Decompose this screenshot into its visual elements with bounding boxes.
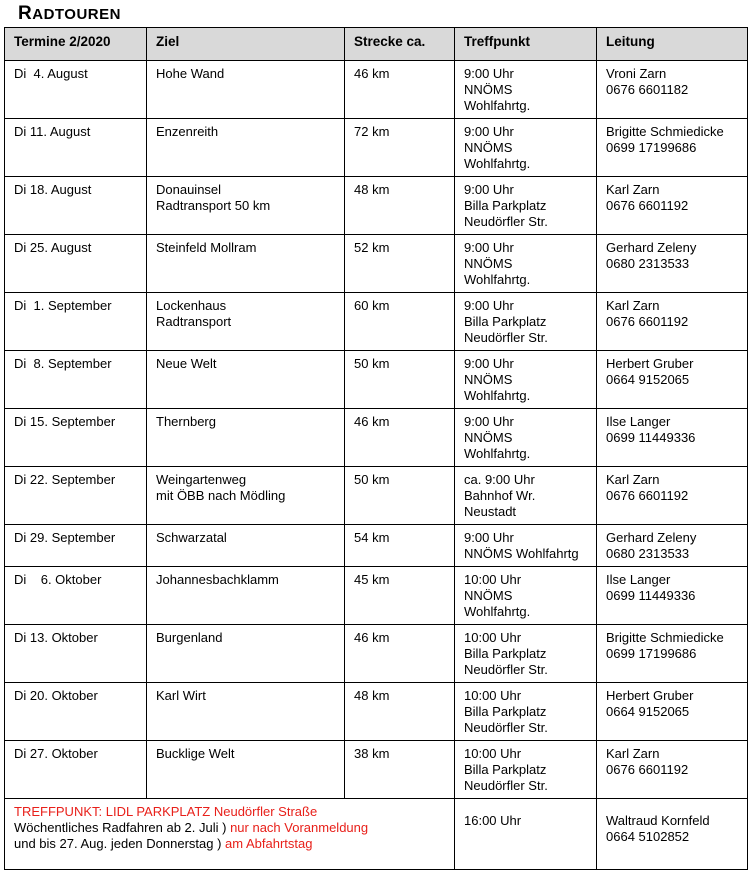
cell-leitung: Karl Zarn 0676 6601192 <box>597 467 748 525</box>
cell-termin: Di 29. September <box>5 525 147 567</box>
cell-ziel: Steinfeld Mollram <box>147 235 345 293</box>
table-row <box>5 177 748 235</box>
cell-termin: Di 15. September <box>5 409 147 467</box>
cell-strecke: 45 km <box>345 567 455 625</box>
cell-termin: Di 6. Oktober <box>5 567 147 625</box>
cell-treffpunkt: 9:00 Uhr Billa Parkplatz Neudörfler Str. <box>455 293 597 351</box>
cell-strecke: 46 km <box>345 409 455 467</box>
cell-leitung: Herbert Gruber 0664 9152065 <box>597 351 748 409</box>
cell-treffpunkt: 10:00 Uhr Billa Parkplatz Neudörfler Str. <box>455 683 597 741</box>
cell-strecke: 46 km <box>345 61 455 119</box>
cell-leitung: Karl Zarn 0676 6601192 <box>597 177 748 235</box>
cell-termin: Di 18. August <box>5 177 147 235</box>
table-row <box>5 293 748 351</box>
footer-meeting-point: TREFFPUNKT: LIDL PARKPLATZ Neudörfler Straße <box>14 804 318 819</box>
cell-treffpunkt: 9:00 Uhr NNÖMS Wohlfahrtg <box>455 525 597 567</box>
cell-treffpunkt: ca. 9:00 Uhr Bahnhof Wr. Neustadt <box>455 467 597 525</box>
table-header-row <box>5 28 748 61</box>
cell-ziel: Hohe Wand <box>147 61 345 119</box>
cell-strecke: 72 km <box>345 119 455 177</box>
table-row <box>5 683 748 741</box>
table-row <box>5 567 748 625</box>
cell-strecke: 54 km <box>345 525 455 567</box>
cell-termin: Di 13. Oktober <box>5 625 147 683</box>
cell-termin: Di 20. Oktober <box>5 683 147 741</box>
cell-treffpunkt: 10:00 Uhr Billa Parkplatz Neudörfler Str. <box>455 741 597 799</box>
cell-strecke: 52 km <box>345 235 455 293</box>
footer-note: TREFFPUNKT: LIDL PARKPLATZ Neudörfler Straße Wöchentliches Radfahren ab 2. Juli ) nur nach Voranmeldung und bis 27. Aug. jeden Donnerstag ) am Abfahrtstag <box>5 799 455 870</box>
cell-ziel: Karl Wirt <box>147 683 345 741</box>
cell-leitung: Brigitte Schmiedicke 0699 17199686 <box>597 625 748 683</box>
cell-ziel: Donauinsel Radtransport 50 km <box>147 177 345 235</box>
cell-ziel: Burgenland <box>147 625 345 683</box>
cell-treffpunkt: 9:00 Uhr NNÖMS Wohlfahrtg. <box>455 119 597 177</box>
cell-termin: Di 11. August <box>5 119 147 177</box>
cell-leitung: Karl Zarn 0676 6601192 <box>597 293 748 351</box>
table-row <box>5 61 748 119</box>
cell-ziel: Enzenreith <box>147 119 345 177</box>
cell-ziel: Bucklige Welt <box>147 741 345 799</box>
header-treffpunkt: Treffpunkt <box>455 28 597 61</box>
header-termine: Termine 2/2020 <box>5 28 147 61</box>
cell-leitung: Herbert Gruber 0664 9152065 <box>597 683 748 741</box>
cell-ziel: Thernberg <box>147 409 345 467</box>
cell-termin: Di 22. September <box>5 467 147 525</box>
cell-leitung: Gerhard Zeleny 0680 2313533 <box>597 525 748 567</box>
cell-leitung: Vroni Zarn 0676 6601182 <box>597 61 748 119</box>
cell-leitung: Gerhard Zeleny 0680 2313533 <box>597 235 748 293</box>
cell-leitung: Karl Zarn 0676 6601192 <box>597 741 748 799</box>
header-leitung: Leitung <box>597 28 748 61</box>
cell-termin: Di 1. September <box>5 293 147 351</box>
cell-termin: Di 27. Oktober <box>5 741 147 799</box>
cell-treffpunkt: 10:00 Uhr Billa Parkplatz Neudörfler Str. <box>455 625 597 683</box>
cell-ziel: Lockenhaus Radtransport <box>147 293 345 351</box>
header-ziel: Ziel <box>147 28 345 61</box>
cell-strecke: 46 km <box>345 625 455 683</box>
cell-termin: Di 8. September <box>5 351 147 409</box>
cell-leitung: Brigitte Schmiedicke 0699 17199686 <box>597 119 748 177</box>
page-title: RADTOUREN <box>18 3 121 24</box>
cell-strecke: 48 km <box>345 177 455 235</box>
table-row <box>5 409 748 467</box>
cell-ziel: Weingartenweg mit ÖBB nach Mödling <box>147 467 345 525</box>
table-row <box>5 235 748 293</box>
header-strecke: Strecke ca. <box>345 28 455 61</box>
cell-treffpunkt: 9:00 Uhr NNÖMS Wohlfahrtg. <box>455 235 597 293</box>
footer-time: 16:00 Uhr <box>455 799 597 870</box>
table-row <box>5 351 748 409</box>
footer-leitung: Waltraud Kornfeld 0664 5102852 <box>597 799 748 870</box>
table-row <box>5 625 748 683</box>
cell-ziel: Johannesbachklamm <box>147 567 345 625</box>
cell-treffpunkt: 9:00 Uhr Billa Parkplatz Neudörfler Str. <box>455 177 597 235</box>
cell-termin: Di 25. August <box>5 235 147 293</box>
cell-strecke: 60 km <box>345 293 455 351</box>
cell-leitung: Ilse Langer 0699 11449336 <box>597 409 748 467</box>
table-row <box>5 741 748 799</box>
cell-ziel: Neue Welt <box>147 351 345 409</box>
cell-treffpunkt: 9:00 Uhr NNÖMS Wohlfahrtg. <box>455 409 597 467</box>
cell-strecke: 38 km <box>345 741 455 799</box>
cell-ziel: Schwarzatal <box>147 525 345 567</box>
cell-treffpunkt: 10:00 Uhr NNÖMS Wohlfahrtg. <box>455 567 597 625</box>
cell-treffpunkt: 9:00 Uhr NNÖMS Wohlfahrtg. <box>455 61 597 119</box>
cell-leitung: Ilse Langer 0699 11449336 <box>597 567 748 625</box>
cell-strecke: 50 km <box>345 351 455 409</box>
tour-schedule-table <box>4 27 748 870</box>
cell-treffpunkt: 9:00 Uhr NNÖMS Wohlfahrtg. <box>455 351 597 409</box>
table-row <box>5 525 748 567</box>
cell-termin: Di 4. August <box>5 61 147 119</box>
table-row <box>5 119 748 177</box>
cell-strecke: 50 km <box>345 467 455 525</box>
footer-row <box>5 799 748 870</box>
cell-strecke: 48 km <box>345 683 455 741</box>
table-row <box>5 467 748 525</box>
